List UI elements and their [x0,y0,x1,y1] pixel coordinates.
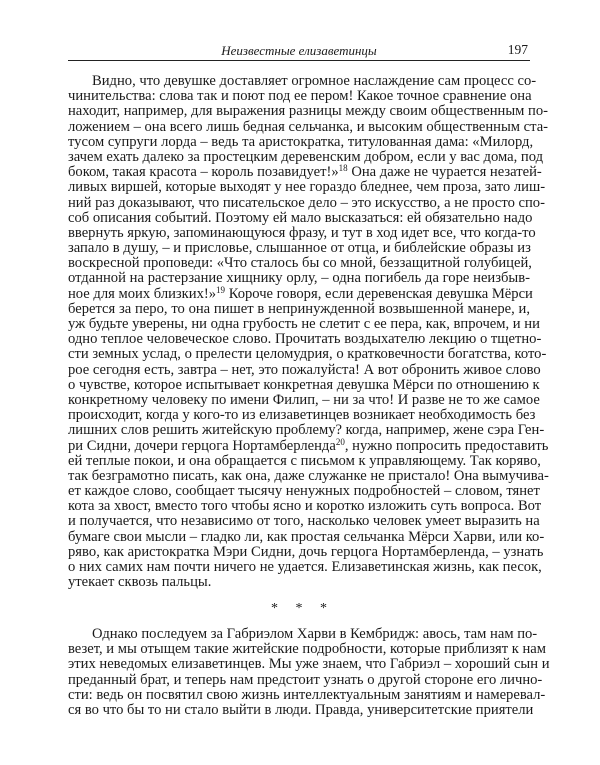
text-line [68,284,533,302]
text-line: Видно, что девушке доставляет огромное наслаждение сам процесс со- [92,73,537,89]
text-line: воскресной проповеди: «Что сталось бы со мной, беззащитной голубицей, [68,255,532,272]
text-line: ввернуть яркую, запоминающуюся фразу, и тут в ход идет все, что когда-то [68,224,536,241]
text-segment: ное для моих близких!» [68,285,217,302]
text-line [68,436,549,454]
paragraph-2 [68,626,550,718]
text-line: берется за перо, то она пишет в непринужденной возвышенной манере, и, [68,300,530,317]
text-line: происходит, когда у кого-то из елизаветинцев возникает необходимость без [68,407,536,424]
paragraph-1 [68,73,549,591]
text-line: конкретному человеку по имени Филип, – ни за что! И разве не то же самое [68,391,540,408]
text-line: сти: ведь он посвятил свою жизнь интеллектуальным занятиям и намеревал- [68,686,546,703]
text-segment: Она даже не чурается незатей- [347,164,542,181]
text-line: лишних слов решить житейскую проблему? когда, например, жене сэра Ген- [68,422,545,439]
text-line: Однако последуем за Габриэлом Харви в Кембридж: авось, там нам по- [92,626,538,642]
text-line: ей теплые покои, и она обращается с письмом к управляющему. Так коряво, [68,452,541,469]
footnote-ref[interactable]: 18 [338,163,348,174]
text-line: бумаге свои мысли – гладко ли, как простая сельчанка Мёрси Харви, или ко- [68,528,545,545]
text-line: рявo, как аристократка Мэри Сидни, дочь герцога Нортамберленда, – узнать [68,543,544,560]
text-line: находит, например, для выражения разницы между своим общественным по- [68,103,548,120]
section-separator: * * * [271,601,327,616]
text-line: этих неведомых елизаветинцев. Мы уже знаем, что Габриэл – хороший сын и [68,656,550,673]
text-segment: Короче говоря, если деревенская девушка Мёрси [225,285,533,302]
text-line: ет каждое слово, сообщает тысячу ненужных подробностей – словом, тянет [68,483,540,500]
text-line: утекает сквозь пальцы. [68,574,212,591]
text-line: запало в душу, – и присловье, слышанное от отца, и библейские образы из [68,240,531,257]
text-line: чинительства: слова так и поют под ее пером! Какое точное сравнение она [68,88,532,105]
text-line: ся во что бы то ни стало выйти в люди. Правда, университетские приятели [68,701,534,718]
text-line: преданный брат, и теперь нам предстоит узнать о другой стороне его лично- [68,671,543,688]
text-line: так безграмотно писать, как она, даже служанке не пристало! Она вымучива- [68,467,549,484]
text-line: о чувстве, которое испытывает конкретная девушка Мёрси по отношению к [68,376,540,393]
footnote-ref[interactable]: 19 [216,284,226,295]
text-line: рое сегодня есть, завтра – нет, это пожалуйста! А вот обронить живое слово [68,361,541,378]
footnote-ref[interactable]: 20 [335,436,345,447]
text-line: и получается, что независимо от того, насколько человек умеет выразить на [68,513,540,530]
text-line: ний раз доказывают, что писательское дело – это искусство, а не просто спо- [68,194,545,211]
running-header [68,42,530,61]
page-number: 197 [507,42,528,57]
text-line: везет, и мы отыщем такие житейские подробности, которые приблизят к нам [68,641,546,658]
text-line: о них самих нам почти ничего не удается. Елизаветинская жизнь, как песок, [68,559,542,575]
text-line [68,163,542,181]
text-segment: боком, такая красота – король позавидует!» [68,164,339,181]
text-line: уж будьте уверены, ни одна грубость не слетит с ее пера, как, впрочем, и ни [68,316,540,332]
text-line: соб описания событий. Поэтому ей мало высказаться: ей обязательно надо [68,209,533,226]
text-line: отданной на растерзание хищнику орлу, – одна погибель да горе неизбыв- [68,270,530,287]
text-line: тусом супруги лорда – ведь та аристократка, титулованная дама: «Милорд, [68,133,534,150]
text-segment: , нужно попросить предоставить [344,437,549,454]
text-line: ложением – она всего лишь бедная сельчанка, и высоким общественным ста- [68,118,549,135]
text-line: одно теплое человеческое слово. Прочитать воздыхателю лекцию о тщетно- [68,331,542,348]
text-line: ливых виршей, которые выходят у нее гораздо бледнее, чем проза, зато лиш- [68,179,546,196]
text-segment: ри Сидни, дочери герцога Нортамберленда [68,437,336,454]
text-line: сти земных услад, о прелести целомудрия, о кратковечности богатства, кото- [68,346,547,363]
text-line: зачем ехать далеко за простецким деревенским добром, если у вас дома, под [68,148,543,165]
running-title: Неизвестные елизаветинцы [221,43,377,58]
text-line: кота за хвост, вместо того чтобы ясно и коротко изложить суть вопроса. Вот [68,498,542,515]
